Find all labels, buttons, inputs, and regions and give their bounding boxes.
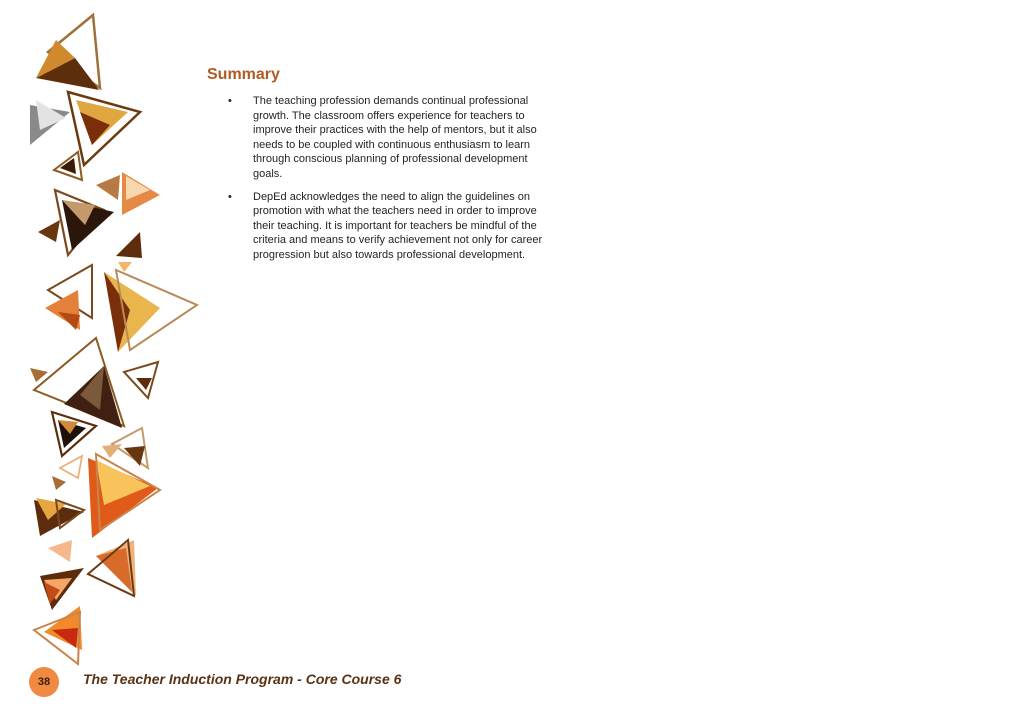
summary-bullet-list (228, 94, 548, 271)
summary-bullet-text: The teaching profession demands continual professional growth. The classroom offers experience for teachers to improve their practices with the help of mentors, but it also needs to be coupled with continuous enthusiasm to learn through conscious planning of professional development goals. (253, 95, 537, 180)
footer-title: The Teacher Induction Program - Core Course 6 (83, 671, 402, 687)
bullet-icon: • (228, 190, 232, 203)
summary-bullet-text: DepEd acknowledges the need to align the guidelines on promotion with what the teachers need in order to improve their teaching. It is important for teachers be mindful of the criteria and means to verify achievement not only for career progression but also towards professional development. (253, 190, 543, 261)
page-number-badge: 38 (29, 667, 59, 697)
decorative-triangles-graphic (0, 0, 220, 724)
bullet-icon: • (228, 95, 232, 107)
summary-bullet-item (228, 94, 548, 182)
summary-heading: Summary (207, 66, 280, 83)
summary-bullet-item (228, 190, 548, 263)
